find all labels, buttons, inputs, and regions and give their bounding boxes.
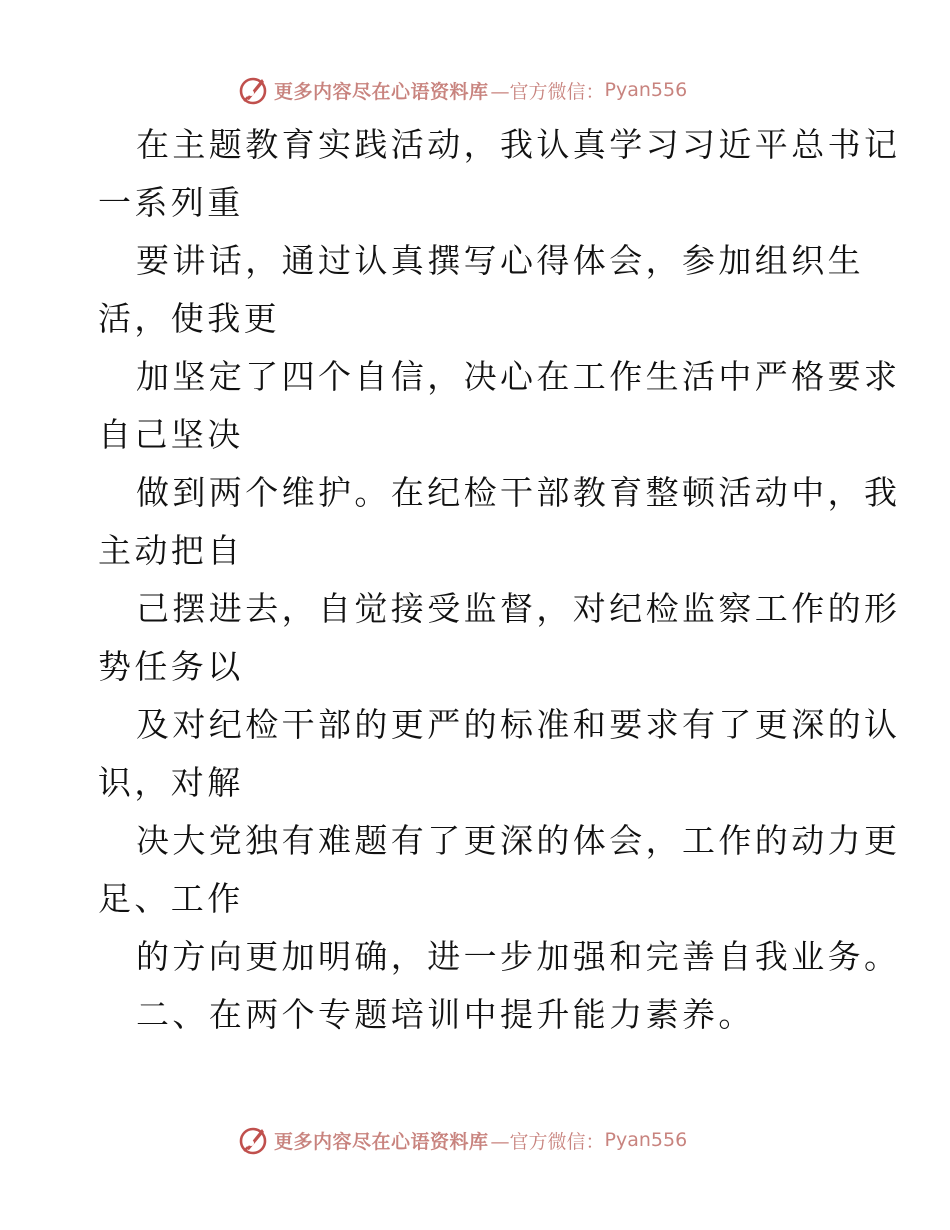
text-line: 识，对解 [98,763,244,802]
text-line: 在主题教育实践活动，我认真学习习近平总书记 [136,125,901,164]
banner-text: 更多内容尽在心语资料库 [274,80,489,103]
header-banner [236,72,716,108]
banner-wechat-label: —官方微信： [490,1130,605,1153]
text-line: 己摆进去，自觉接受监督，对纪检监察工作的形 [136,589,901,628]
footer-banner [236,1122,716,1158]
banner-text: 更多内容尽在心语资料库 [274,1130,489,1153]
text-line: 自己坚决 [98,415,244,454]
text-line: 做到两个维护。在纪检干部教育整顿活动中，我 [136,473,901,512]
quill-pen-seal-icon [236,73,270,107]
text-line: 势任务以 [98,647,244,686]
text-line: 主动把自 [98,531,244,570]
text-line: 及对纪检干部的更严的标准和要求有了更深的认 [136,705,901,744]
text-line: 要讲话，通过认真撰写心得体会，参加组织生 [136,241,864,280]
text-line: 加坚定了四个自信，决心在工作生活中严格要求 [136,357,901,396]
text-line: 足、工作 [98,879,244,918]
banner-wechat-id: Pyan556 [604,1129,688,1151]
text-line: 的方向更加明确，进一步加强和完善自我业务。 [136,937,901,976]
banner-wechat-id: Pyan556 [604,79,688,101]
section-heading: 二、在两个专题培训中提升能力素养。 [136,995,755,1034]
banner-wechat-label: —官方微信： [490,80,605,103]
text-line: 一系列重 [98,183,244,222]
body-text [98,116,901,1044]
quill-pen-seal-icon [236,1123,270,1157]
text-line: 活，使我更 [98,299,280,338]
text-line: 决大党独有难题有了更深的体会，工作的动力更 [136,821,901,860]
